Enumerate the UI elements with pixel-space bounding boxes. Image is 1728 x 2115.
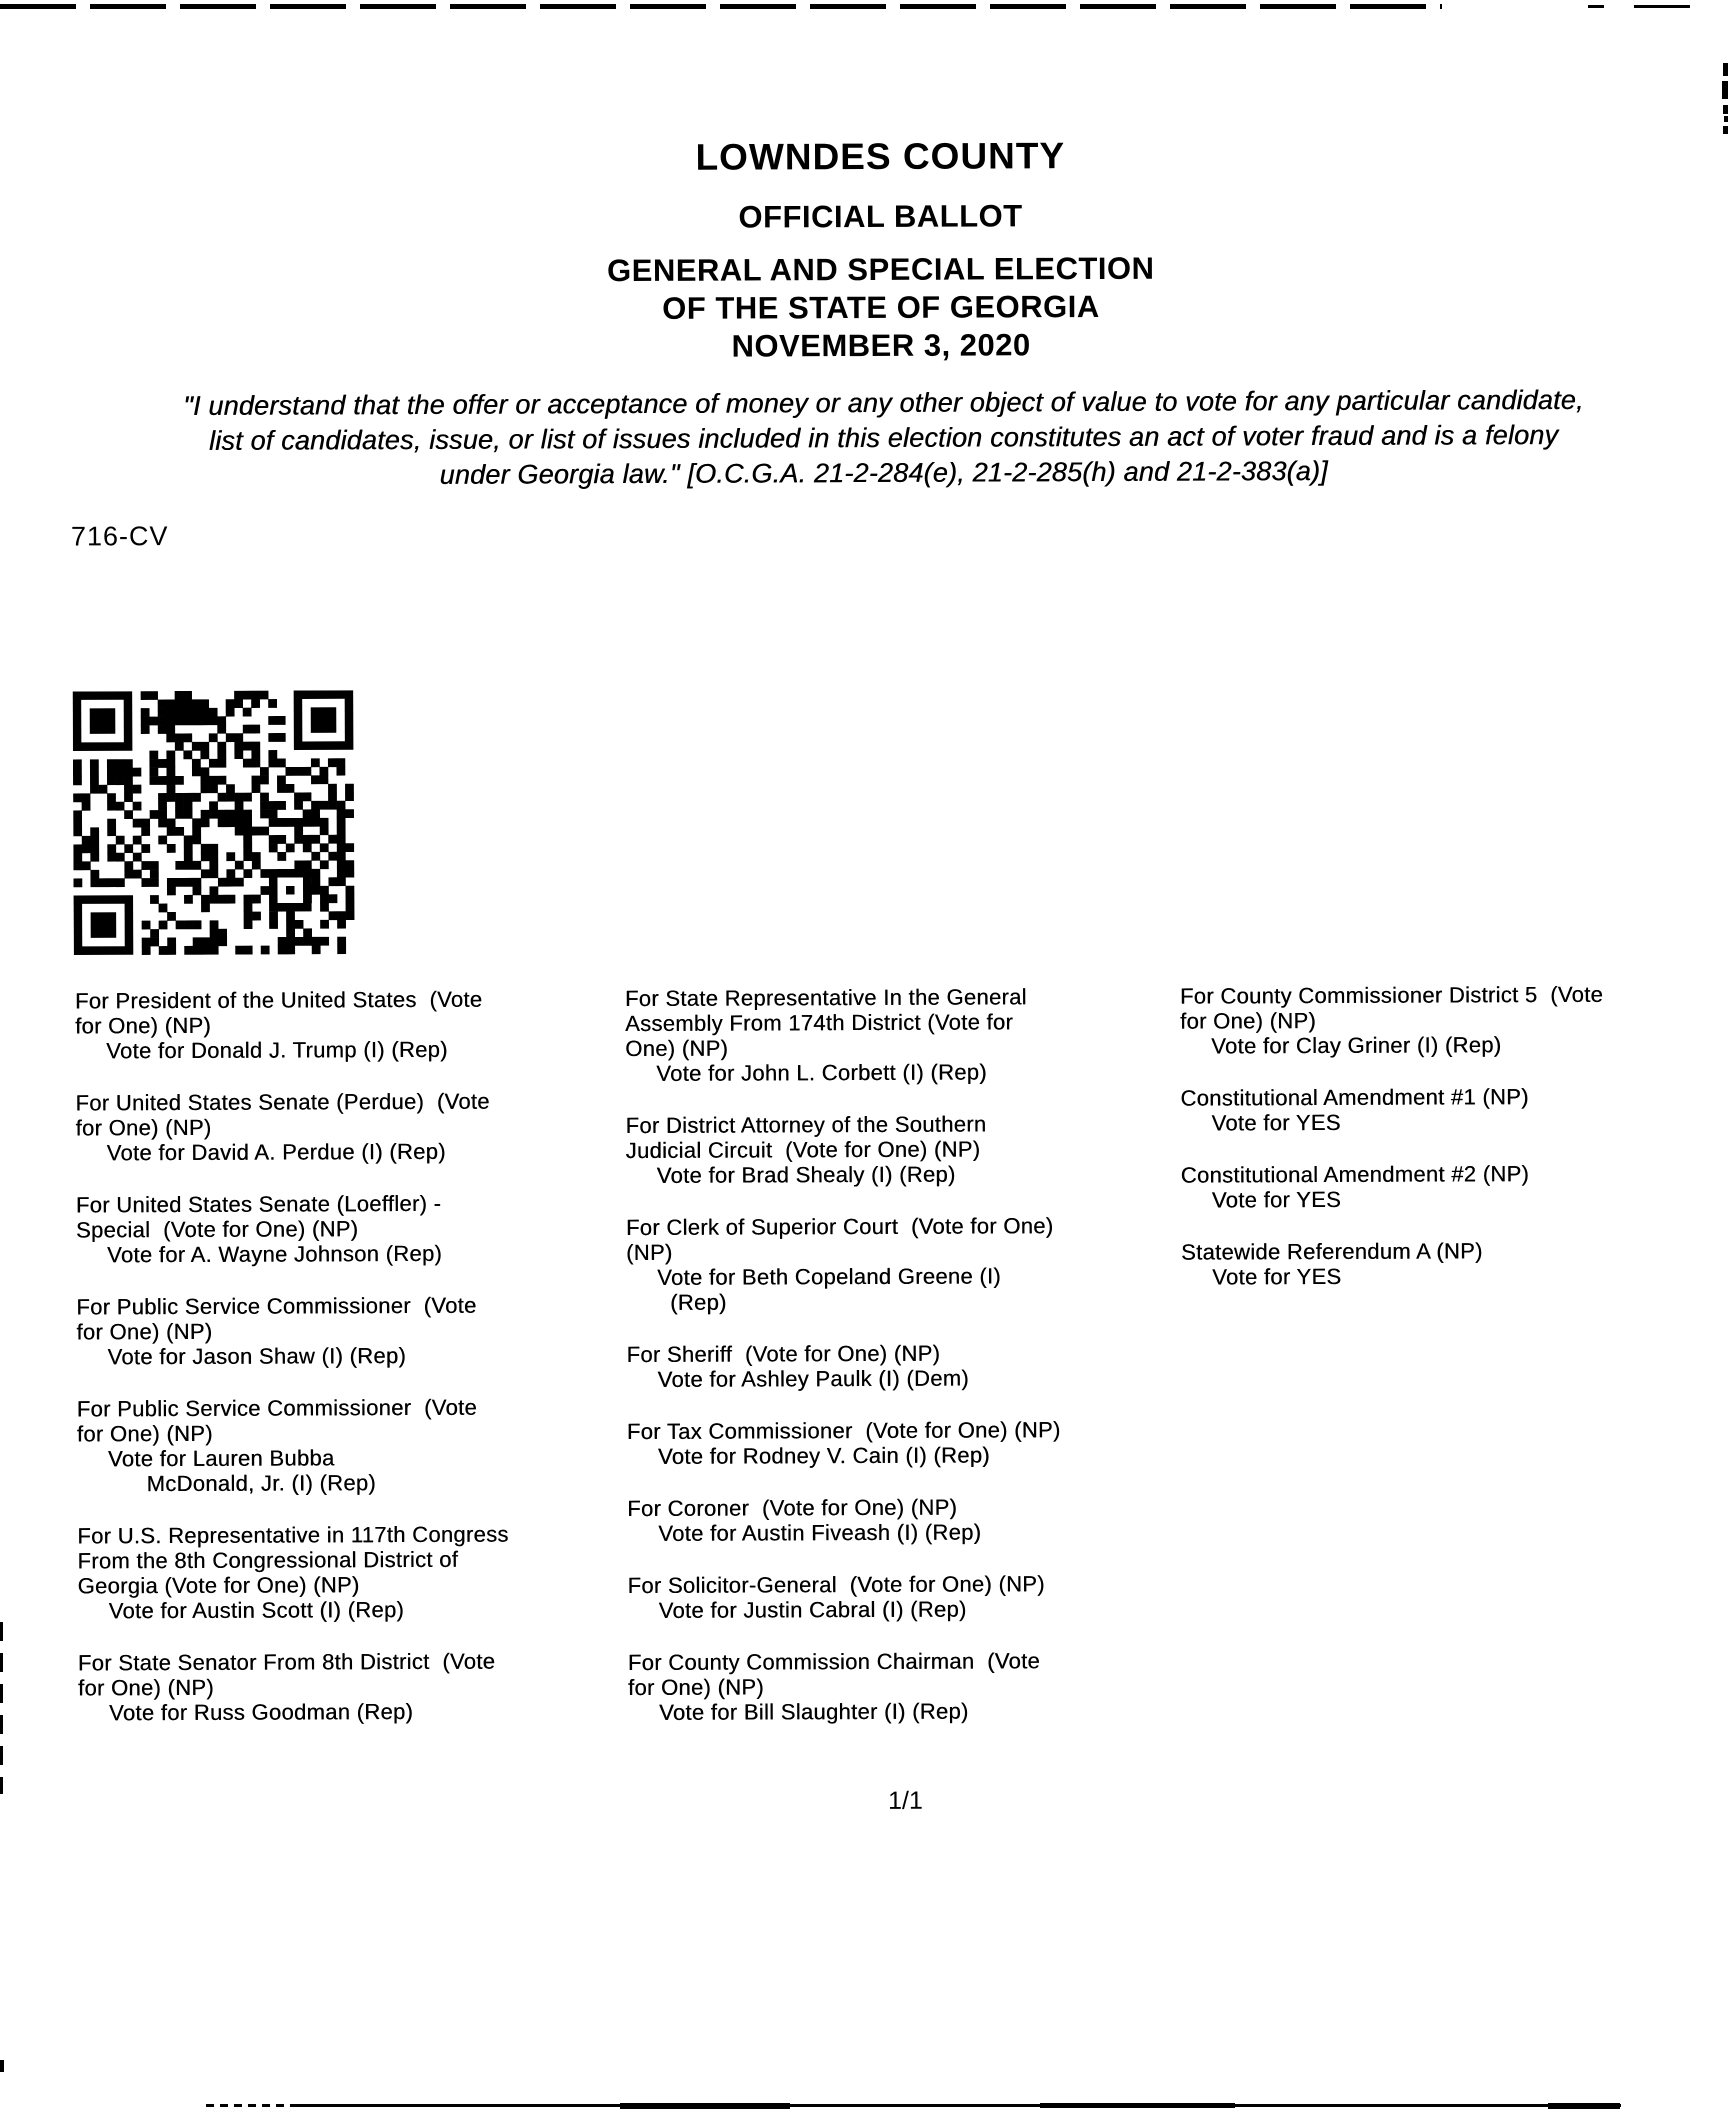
race-selection: Vote for YES [1212, 1263, 1342, 1290]
race-title: For U.S. Representative in 117th Congress From the 8th Congressional District of Georgia (Vote for One) (NP) [77, 1521, 509, 1599]
page-number: 1/1 [888, 1786, 923, 1815]
race-selection: Vote for David A. Perdue (I) (Rep) [106, 1138, 446, 1166]
race-title: For State Senator From 8th District (Vote for One) (NP) [77, 1648, 496, 1701]
race-title: For Clerk of Superior Court (Vote for One) (NP) [625, 1213, 1054, 1266]
race-selection: Vote for Brad Shealy (I) (Rep) [656, 1161, 956, 1188]
race [627, 1494, 1167, 1546]
race [1181, 1237, 1728, 1289]
race-title: For State Representative In the General Assembly From 174th District (Vote for One) (NP) [624, 984, 1027, 1062]
race-title: Constitutional Amendment #1 (NP) [1180, 1084, 1529, 1111]
ballot-column-2 [625, 984, 1168, 1752]
fraud-disclaimer [19, 382, 1728, 495]
race [75, 1088, 615, 1165]
race-title: For Sheriff (Vote for One) (NP) [626, 1340, 941, 1368]
race-selection: Vote for Austin Fiveash (I) (Rep) [658, 1519, 982, 1546]
election-date: NOVEMBER 3, 2020 [731, 327, 1031, 364]
race-title: For County Commission Chairman (Vote for One) (NP) [627, 1648, 1041, 1701]
race-title: For Public Service Commissioner (Vote for One) (NP) [76, 1292, 477, 1345]
race [78, 1648, 618, 1725]
race-title: For President of the United States (Vote for One) (NP) [74, 986, 483, 1039]
race-selection: Vote for A. Wayne Johnson (Rep) [107, 1240, 443, 1268]
race [1181, 1160, 1728, 1212]
race-selection: Vote for Rodney V. Cain (I) (Rep) [657, 1442, 990, 1469]
race-selection: Vote for Austin Scott (I) (Rep) [108, 1597, 405, 1624]
race [1180, 981, 1728, 1058]
race [627, 1417, 1167, 1469]
race-selection: Vote for YES [1211, 1109, 1341, 1136]
race [75, 986, 615, 1063]
fraud-disclaimer-line: under Georgia law." [O.C.G.A. 21-2-284(e), 21-2-285(h) and 21-2-383(a)] [439, 455, 1328, 490]
fraud-disclaimer-line: list of candidates, issue, or list of issues included in this election constitutes an act of voter fraud and is a felony [208, 419, 1559, 456]
race-selection: Vote for Lauren Bubba McDonald, Jr. (I) (Rep) [107, 1445, 377, 1497]
race-title: For United States Senate (Loeffler) - Special (Vote for One) (NP) [75, 1190, 442, 1243]
race [627, 1571, 1167, 1623]
race [76, 1292, 616, 1369]
race [625, 984, 1165, 1086]
ballot-type-title: OFFICIAL BALLOT [738, 198, 1023, 235]
race-selection: Vote for Clay Griner (I) (Rep) [1211, 1032, 1502, 1059]
race-selection: Vote for Donald J. Trump (I) (Rep) [106, 1036, 448, 1064]
race-selection: Vote for Ashley Paulk (I) (Dem) [657, 1365, 970, 1392]
election-title-line1: GENERAL AND SPECIAL ELECTION [607, 250, 1155, 289]
race-selection: Vote for Justin Cabral (I) (Rep) [658, 1596, 967, 1623]
race [625, 1111, 1165, 1188]
race-title: Statewide Referendum A (NP) [1181, 1238, 1483, 1265]
fraud-disclaimer-line: "I understand that the offer or acceptance of money or any other object of value to vote for any particular candidate, [183, 384, 1584, 421]
race-title: For Coroner (Vote for One) (NP) [627, 1494, 958, 1522]
scan-artifact-left-edge [0, 2060, 4, 2072]
race-title: For Public Service Commissioner (Vote for One) (NP) [76, 1394, 478, 1447]
race [77, 1394, 617, 1496]
race-title: Constitutional Amendment #2 (NP) [1180, 1161, 1530, 1188]
ballot-column-1 [75, 986, 618, 1752]
race-title: For County Commissioner District 5 (Vote for One) (NP) [1179, 981, 1604, 1034]
qr-code [73, 690, 355, 955]
race-selection: Vote for Russ Goodman (Rep) [109, 1698, 414, 1726]
race [628, 1648, 1168, 1725]
ballot-style-code: 716-CV [70, 521, 169, 552]
race-title: For Solicitor-General (Vote for One) (NP) [627, 1571, 1045, 1599]
scan-artifact-right-edge [1724, 116, 1728, 122]
county-title: LOWNDES COUNTY [695, 135, 1066, 178]
race [76, 1190, 616, 1267]
race-selection: Vote for Jason Shaw (I) (Rep) [107, 1343, 407, 1370]
race-title: For Tax Commissioner (Vote for One) (NP) [626, 1417, 1061, 1445]
race [626, 1213, 1166, 1315]
election-title-line2: OF THE STATE OF GEORGIA [662, 288, 1100, 326]
race [1180, 1083, 1728, 1135]
race-selection: Vote for YES [1211, 1186, 1342, 1213]
race-title: For District Attorney of the Southern Judicial Circuit (Vote for One) (NP) [625, 1111, 987, 1164]
race-title: For United States Senate (Perdue) (Vote for One) (NP) [75, 1088, 490, 1141]
race-selection: Vote for Beth Copeland Greene (I) (Rep) [657, 1263, 1002, 1315]
race-selection: Vote for Bill Slaughter (I) (Rep) [659, 1698, 969, 1725]
race [77, 1521, 617, 1623]
race [626, 1340, 1166, 1392]
ballot-column-3 [1180, 981, 1728, 1316]
race-selection: Vote for John L. Corbett (I) (Rep) [656, 1059, 987, 1086]
